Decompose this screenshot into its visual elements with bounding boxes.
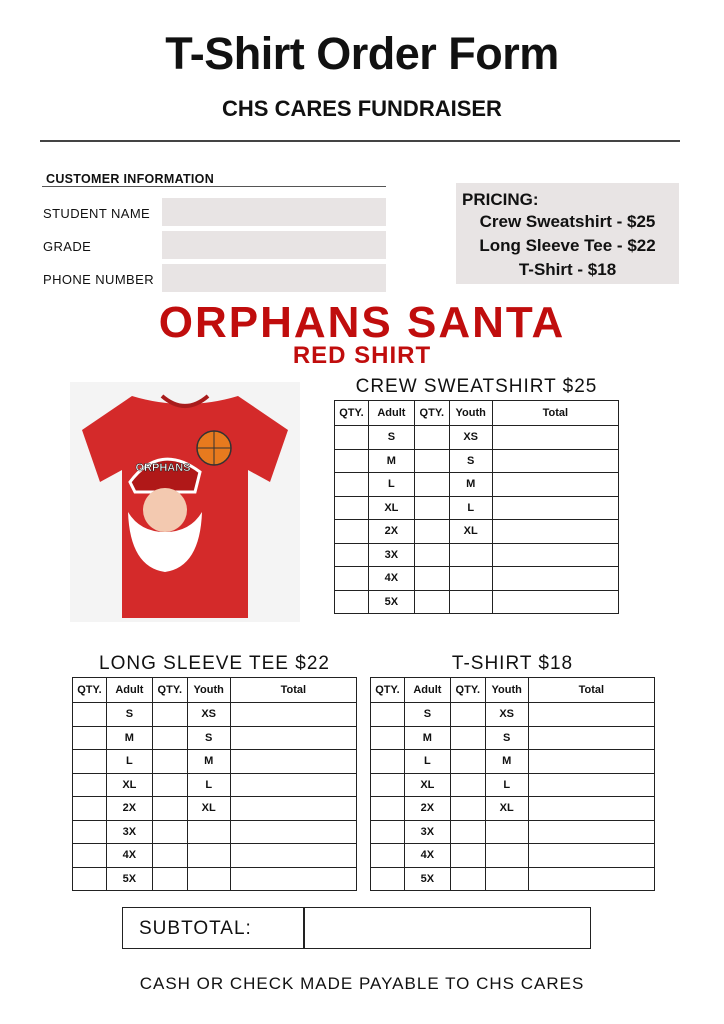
subtotal-field[interactable] <box>306 909 589 947</box>
table-row <box>371 844 655 868</box>
youth-qty-cell[interactable] <box>414 567 449 591</box>
youth-size <box>485 844 528 868</box>
adult-size: S <box>106 703 152 727</box>
adult-qty-cell[interactable] <box>371 773 405 797</box>
table-header-row <box>371 678 655 703</box>
table-row <box>371 703 655 727</box>
youth-qty-cell[interactable] <box>450 844 485 868</box>
design-color: RED SHIRT <box>292 342 432 369</box>
table-row <box>73 703 357 727</box>
youth-size: XS <box>449 426 492 450</box>
page-title: T-Shirt Order Form <box>165 28 559 79</box>
column-header: Adult <box>368 401 414 426</box>
table-row <box>335 449 619 473</box>
column-header: Adult <box>404 678 450 703</box>
adult-size: 3X <box>404 820 450 844</box>
column-header: QTY. <box>152 678 187 703</box>
total-cell[interactable] <box>528 703 654 727</box>
adult-qty-cell[interactable] <box>335 496 369 520</box>
youth-size <box>187 820 230 844</box>
total-cell[interactable] <box>528 844 654 868</box>
table-row <box>335 473 619 497</box>
total-cell[interactable] <box>230 867 356 891</box>
adult-qty-cell[interactable] <box>73 750 107 774</box>
design-name: ORPHANS SANTA <box>158 298 566 347</box>
youth-size: M <box>449 473 492 497</box>
adult-size: 2X <box>106 797 152 821</box>
column-header: Youth <box>485 678 528 703</box>
adult-size: M <box>106 726 152 750</box>
total-cell[interactable] <box>528 797 654 821</box>
total-cell[interactable] <box>492 590 618 614</box>
adult-size: 5X <box>368 590 414 614</box>
youth-qty-cell[interactable] <box>152 867 187 891</box>
column-header: Total <box>230 678 356 703</box>
table-row <box>335 426 619 450</box>
adult-qty-cell[interactable] <box>335 567 369 591</box>
youth-qty-cell[interactable] <box>414 520 449 544</box>
adult-size: 5X <box>404 867 450 891</box>
shirt-image <box>70 382 300 622</box>
total-cell[interactable] <box>230 773 356 797</box>
adult-size: XL <box>404 773 450 797</box>
adult-size: 2X <box>368 520 414 544</box>
youth-qty-cell[interactable] <box>414 426 449 450</box>
column-header: QTY. <box>371 678 405 703</box>
youth-qty-cell[interactable] <box>152 844 187 868</box>
column-header: Total <box>492 401 618 426</box>
table-row <box>371 750 655 774</box>
adult-qty-cell[interactable] <box>371 703 405 727</box>
total-cell[interactable] <box>230 797 356 821</box>
youth-qty-cell[interactable] <box>152 750 187 774</box>
adult-qty-cell[interactable] <box>335 426 369 450</box>
youth-size: L <box>187 773 230 797</box>
column-header: Adult <box>106 678 152 703</box>
adult-size: 3X <box>106 820 152 844</box>
long-sleeve-title: LONG SLEEVE TEE $22 <box>99 653 330 674</box>
tshirt-title: T-SHIRT $18 <box>451 653 574 674</box>
adult-size: 3X <box>368 543 414 567</box>
column-header: QTY. <box>414 401 449 426</box>
price-crew: Crew Sweatshirt - $25 <box>479 212 656 231</box>
total-cell[interactable] <box>492 543 618 567</box>
total-cell[interactable] <box>492 473 618 497</box>
table-row <box>73 797 357 821</box>
adult-qty-cell[interactable] <box>335 449 369 473</box>
column-header: Total <box>528 678 654 703</box>
youth-size <box>449 590 492 614</box>
table-row <box>371 773 655 797</box>
column-header: QTY. <box>335 401 369 426</box>
adult-qty-cell[interactable] <box>73 867 107 891</box>
total-cell[interactable] <box>528 750 654 774</box>
adult-size: 5X <box>106 867 152 891</box>
column-header: QTY. <box>73 678 107 703</box>
total-cell[interactable] <box>528 820 654 844</box>
youth-qty-cell[interactable] <box>152 726 187 750</box>
subtotal-label: SUBTOTAL: <box>139 918 252 939</box>
student-name-label: STUDENT NAME <box>43 206 151 221</box>
youth-qty-cell[interactable] <box>152 820 187 844</box>
youth-qty-cell[interactable] <box>414 496 449 520</box>
total-cell[interactable] <box>528 867 654 891</box>
divider <box>42 186 386 187</box>
youth-qty-cell[interactable] <box>450 773 485 797</box>
adult-qty-cell[interactable] <box>73 703 107 727</box>
column-header: Youth <box>187 678 230 703</box>
youth-qty-cell[interactable] <box>152 797 187 821</box>
adult-size: M <box>404 726 450 750</box>
total-cell[interactable] <box>492 520 618 544</box>
table-row <box>73 820 357 844</box>
table-row <box>335 520 619 544</box>
total-cell[interactable] <box>492 567 618 591</box>
youth-size <box>485 867 528 891</box>
table-row <box>335 590 619 614</box>
long-sleeve-table <box>72 677 357 891</box>
adult-qty-cell[interactable] <box>371 797 405 821</box>
adult-qty-cell[interactable] <box>73 820 107 844</box>
adult-qty-cell[interactable] <box>335 520 369 544</box>
adult-qty-cell[interactable] <box>73 797 107 821</box>
phone-number-field[interactable] <box>162 264 386 292</box>
youth-size: XL <box>485 797 528 821</box>
youth-qty-cell[interactable] <box>450 703 485 727</box>
adult-size: L <box>368 473 414 497</box>
adult-qty-cell[interactable] <box>335 473 369 497</box>
total-cell[interactable] <box>528 773 654 797</box>
price-tshirt: T-Shirt - $18 <box>518 260 617 279</box>
youth-size: XL <box>449 520 492 544</box>
youth-size: L <box>485 773 528 797</box>
youth-size <box>187 844 230 868</box>
total-cell[interactable] <box>230 726 356 750</box>
table-row <box>335 543 619 567</box>
adult-size: L <box>404 750 450 774</box>
adult-qty-cell[interactable] <box>371 867 405 891</box>
adult-qty-cell[interactable] <box>371 750 405 774</box>
adult-qty-cell[interactable] <box>73 773 107 797</box>
youth-size: XS <box>187 703 230 727</box>
adult-size: S <box>404 703 450 727</box>
total-cell[interactable] <box>230 820 356 844</box>
adult-qty-cell[interactable] <box>335 590 369 614</box>
youth-qty-cell[interactable] <box>450 726 485 750</box>
page-subtitle: CHS CARES FUNDRAISER <box>222 96 502 121</box>
pricing-heading: PRICING: <box>462 190 539 209</box>
total-cell[interactable] <box>492 449 618 473</box>
grade-label: GRADE <box>43 239 92 254</box>
youth-qty-cell[interactable] <box>450 820 485 844</box>
adult-qty-cell[interactable] <box>335 543 369 567</box>
youth-qty-cell[interactable] <box>152 703 187 727</box>
total-cell[interactable] <box>492 496 618 520</box>
pricing-box <box>456 183 679 284</box>
youth-qty-cell[interactable] <box>450 867 485 891</box>
youth-qty-cell[interactable] <box>152 773 187 797</box>
youth-size: S <box>449 449 492 473</box>
table-row <box>73 750 357 774</box>
crew-sweatshirt-table <box>334 400 619 614</box>
adult-size: 4X <box>368 567 414 591</box>
table-row <box>73 867 357 891</box>
table-row <box>371 797 655 821</box>
youth-qty-cell[interactable] <box>414 590 449 614</box>
adult-qty-cell[interactable] <box>73 726 107 750</box>
adult-size: XL <box>368 496 414 520</box>
table-row <box>73 844 357 868</box>
adult-qty-cell[interactable] <box>73 844 107 868</box>
divider <box>303 907 305 949</box>
youth-size: S <box>187 726 230 750</box>
phone-number-label: PHONE NUMBER <box>43 272 154 287</box>
youth-qty-cell[interactable] <box>450 797 485 821</box>
youth-qty-cell[interactable] <box>414 543 449 567</box>
table-row <box>371 867 655 891</box>
adult-size: XL <box>106 773 152 797</box>
adult-qty-cell[interactable] <box>371 820 405 844</box>
total-cell[interactable] <box>230 703 356 727</box>
adult-size: L <box>106 750 152 774</box>
table-row <box>73 773 357 797</box>
adult-qty-cell[interactable] <box>371 844 405 868</box>
table-header-row <box>73 678 357 703</box>
column-header: QTY. <box>450 678 485 703</box>
youth-qty-cell[interactable] <box>450 750 485 774</box>
youth-size: L <box>449 496 492 520</box>
youth-qty-cell[interactable] <box>414 449 449 473</box>
customer-info-heading: CUSTOMER INFORMATION <box>46 172 215 186</box>
youth-size: S <box>485 726 528 750</box>
adult-size: 2X <box>404 797 450 821</box>
adult-size: M <box>368 449 414 473</box>
youth-qty-cell[interactable] <box>414 473 449 497</box>
grade-field[interactable] <box>162 231 386 259</box>
svg-text:ORPHANS: ORPHANS <box>135 462 191 474</box>
crew-sweatshirt-title: CREW SWEATSHIRT $25 <box>355 376 598 397</box>
adult-size: S <box>368 426 414 450</box>
youth-size <box>449 543 492 567</box>
adult-size: 4X <box>106 844 152 868</box>
youth-size: M <box>187 750 230 774</box>
total-cell[interactable] <box>492 426 618 450</box>
price-long-sleeve: Long Sleeve Tee - $22 <box>479 236 656 255</box>
table-row <box>73 726 357 750</box>
total-cell[interactable] <box>528 726 654 750</box>
youth-size: M <box>485 750 528 774</box>
youth-size: XL <box>187 797 230 821</box>
adult-size: 4X <box>404 844 450 868</box>
table-header-row <box>335 401 619 426</box>
divider <box>40 140 680 142</box>
tshirt-table <box>370 677 655 891</box>
youth-size <box>485 820 528 844</box>
adult-qty-cell[interactable] <box>371 726 405 750</box>
youth-size: XS <box>485 703 528 727</box>
youth-size <box>187 867 230 891</box>
table-row <box>335 567 619 591</box>
student-name-field[interactable] <box>162 198 386 226</box>
table-row <box>371 726 655 750</box>
table-row <box>335 496 619 520</box>
total-cell[interactable] <box>230 844 356 868</box>
table-row <box>371 820 655 844</box>
column-header: Youth <box>449 401 492 426</box>
total-cell[interactable] <box>230 750 356 774</box>
youth-size <box>449 567 492 591</box>
payment-note: CASH OR CHECK MADE PAYABLE TO CHS CARES <box>139 974 585 993</box>
